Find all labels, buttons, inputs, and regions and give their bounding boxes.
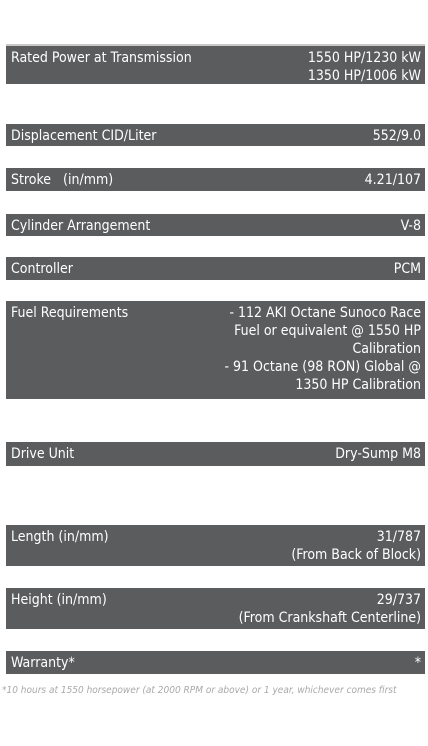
spec-value	[239, 591, 421, 627]
spec-row-displacement	[6, 124, 425, 146]
spec-value-line: 1350 HP/1006 kW	[307, 68, 421, 84]
spec-value	[394, 260, 421, 278]
spec-value	[401, 217, 421, 235]
spec-value-line: V-8	[400, 218, 421, 234]
spec-label: Drive Unit	[11, 446, 75, 462]
spec-row-stroke	[6, 168, 425, 191]
spec-value-line: - 112 AKI Octane Sunoco Race	[229, 305, 421, 321]
spec-value-line: Calibration	[352, 341, 421, 357]
warranty-footnote: *10 hours at 1550 horsepower (at 2000 RPM or above) or 1 year, whichever comes first	[2, 685, 397, 696]
spec-label: Length (in/mm)	[11, 529, 109, 545]
spec-value	[291, 528, 421, 564]
spec-label: Controller	[11, 261, 73, 277]
spec-value-line: 31/787	[376, 529, 421, 545]
spec-value-line: 4.21/107	[364, 172, 421, 188]
spec-value-line: 29/737	[376, 592, 421, 608]
spec-row-rated-power	[6, 44, 425, 84]
spec-value	[308, 49, 421, 85]
spec-label: Warranty*	[11, 655, 75, 671]
spec-value	[224, 304, 421, 394]
spec-value-line: (From Crankshaft Centerline)	[238, 610, 421, 626]
spec-value	[335, 445, 421, 463]
spec-value	[415, 654, 421, 672]
spec-value-line: 1550 HP/1230 kW	[307, 50, 421, 66]
spec-value-line: Dry-Sump M8	[335, 446, 421, 462]
spec-row-length	[6, 525, 425, 566]
spec-label: Displacement CID/Liter	[11, 128, 157, 144]
spec-value-line: *	[414, 655, 421, 671]
spec-value-line: 1350 HP Calibration	[295, 377, 421, 393]
spec-value-line: (From Back of Block)	[291, 547, 421, 563]
spec-row-fuel-requirements	[6, 301, 425, 399]
spec-row-controller	[6, 257, 425, 280]
spec-label: Cylinder Arrangement	[11, 218, 151, 234]
spec-row-cylinder-arrangement	[6, 214, 425, 236]
spec-value	[365, 171, 421, 189]
spec-value-line: Fuel or equivalent @ 1550 HP	[234, 323, 421, 339]
spec-row-drive-unit	[6, 442, 425, 466]
spec-row-warranty	[6, 651, 425, 674]
spec-label: Rated Power at Transmission	[11, 50, 192, 66]
spec-label: Height (in/mm)	[11, 592, 107, 608]
spec-value	[373, 127, 421, 145]
spec-value-line: PCM	[393, 261, 421, 277]
spec-row-height	[6, 588, 425, 629]
spec-value-line: - 91 Octane (98 RON) Global @	[224, 359, 421, 375]
spec-label: Stroke (in/mm)	[11, 172, 114, 188]
spec-value-line: 552/9.0	[372, 128, 421, 144]
spec-label: Fuel Requirements	[11, 305, 129, 321]
